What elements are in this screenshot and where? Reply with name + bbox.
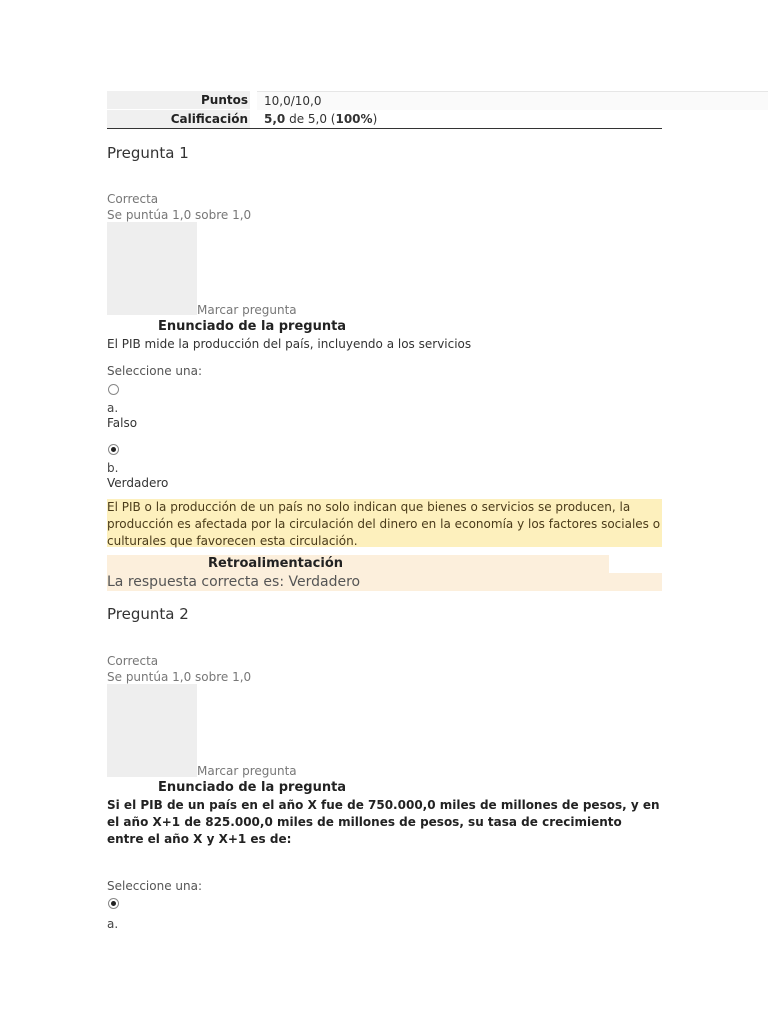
flag-question-link[interactable]: Marcar pregunta <box>197 303 297 317</box>
points-label: Puntos <box>107 91 250 109</box>
option-a-radio[interactable] <box>108 898 119 909</box>
option-b-radio[interactable] <box>108 444 119 455</box>
grade-score: 5,0 <box>264 112 286 126</box>
question-grade: Se puntúa 1,0 sobre 1,0 <box>107 208 252 222</box>
question-text: Si el PIB de un país en el año X fue de 750.000,0 miles de millones de pesos, y en el año X+1 de 825.000,0 miles de millones de pesos, su tasa de crecimiento entre el año X y X+1 es de: <box>107 798 660 846</box>
summary-points-row <box>107 91 768 109</box>
select-prompt: Seleccione una: <box>107 879 202 893</box>
correct-answer-text: La respuesta correcta es: Verdadero <box>107 573 662 591</box>
flag-question-link[interactable]: Marcar pregunta <box>197 764 297 778</box>
points-value: 10,0/10,0 <box>257 91 768 111</box>
flag-box <box>107 222 197 315</box>
statement-heading: Enunciado de la pregunta <box>158 319 347 334</box>
feedback-heading: Retroalimentación <box>107 555 609 573</box>
grade-label: Calificación <box>107 110 250 128</box>
specific-feedback: El PIB o la producción de un país no solo indican que bienes o servicios se producen, la producción es afectada por la circulación del dinero en la economía y los factores sociales o culturales que favorecen esta circulación. <box>107 500 661 548</box>
summary-divider <box>107 128 662 129</box>
question-title: Pregunta 1 <box>107 144 189 162</box>
option-a-letter: a. <box>107 917 119 931</box>
option-a-text[interactable]: Falso <box>107 416 138 430</box>
option-a-letter: a. <box>107 401 119 415</box>
option-b-text[interactable]: Verdadero <box>107 476 169 490</box>
grade-percent: 100% <box>335 112 373 126</box>
question-state: Correcta <box>107 654 159 668</box>
option-b-letter: b. <box>107 461 119 475</box>
statement-heading: Enunciado de la pregunta <box>158 780 347 795</box>
option-a-radio[interactable] <box>108 384 119 395</box>
question-title: Pregunta 2 <box>107 605 189 623</box>
question-grade: Se puntúa 1,0 sobre 1,0 <box>107 670 252 684</box>
summary-grade-row <box>107 110 768 128</box>
question-state: Correcta <box>107 192 159 206</box>
grade-value <box>257 110 768 128</box>
question-text: El PIB mide la producción del país, incluyendo a los servicios <box>107 337 472 351</box>
select-prompt: Seleccione una: <box>107 364 202 378</box>
grade-total: de 5,0 ( <box>285 112 336 126</box>
grade-paren: ) <box>372 112 378 126</box>
flag-box <box>107 684 197 777</box>
